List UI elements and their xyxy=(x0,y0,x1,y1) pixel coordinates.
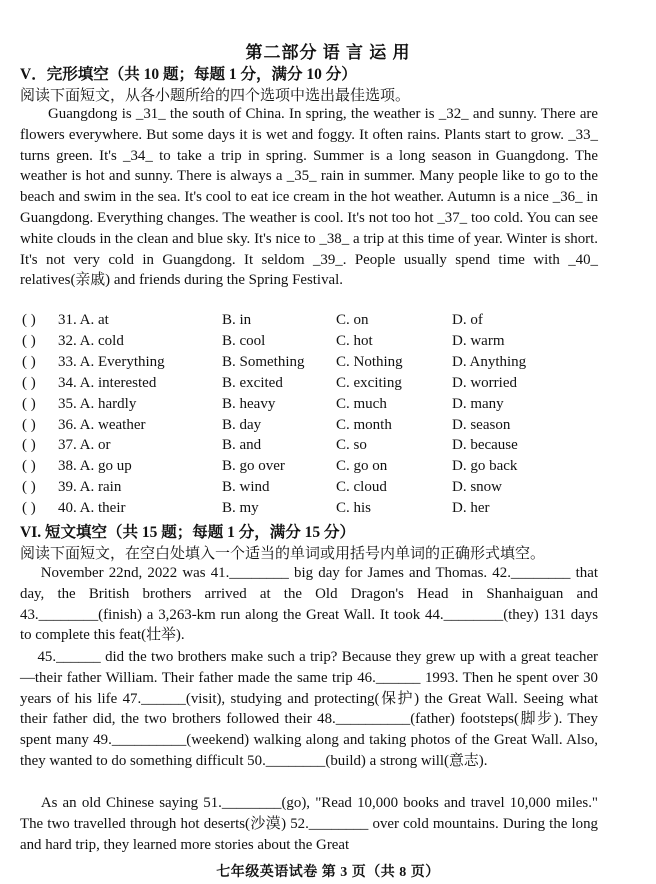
section-5-heading: V．完形填空（共 10 题；每题 1 分，满分 10 分） xyxy=(20,66,357,83)
option-b: B. my xyxy=(222,500,259,517)
fill-in-paragraph-2: 45.______ did the two brothers make such a trip? Because they grew up with a great teacher—their father William. Their father made the same trip 46.______ 1993. Then he spent over 30 years of his life 47.______(visit), studying and protecting(保护) the Great Wall. Seeing what their father did, the two brothers followed their 48.__________(father) footsteps(脚步). They spent many 49.__________(weekend) walking along and taking photos of the Great Wall. Also, they wanted to do something difficult 50.________(build) a strong will(意志). xyxy=(20,649,602,769)
option-c: C. on xyxy=(336,312,369,328)
option-d: D. her xyxy=(452,500,490,517)
answer-paren: ( ) xyxy=(22,437,36,454)
option-b: B. heavy xyxy=(222,395,276,412)
option-a: 35. A. hardly xyxy=(58,395,137,412)
question-row xyxy=(22,479,602,500)
fill-in-paragraph-3: As an old Chinese saying 51.________(go), "Read 10,000 books and travel 10,000 miles." The two travelled through hot deserts(沙漠) 52.________ over cold mountains. During the long and hard trip, they learned more stories about the Great xyxy=(20,795,602,853)
question-row xyxy=(22,437,602,458)
option-b: B. excited xyxy=(222,374,283,391)
answer-paren: ( ) xyxy=(22,312,36,328)
section-5-instruction: 阅读下面短文，从各小题所给的四个选项中选出最佳选项。 xyxy=(20,88,411,104)
option-d: D. go back xyxy=(452,458,518,475)
option-d: D. Anything xyxy=(452,353,527,370)
question-row xyxy=(22,354,602,375)
option-c: C. his xyxy=(336,500,372,517)
option-d: D. of xyxy=(452,312,483,328)
question-row xyxy=(22,458,602,479)
section-6-heading: VI. 短文填空（共 15 题；每题 1 分，满分 15 分） xyxy=(20,524,355,541)
question-row xyxy=(22,500,602,521)
answer-paren: ( ) xyxy=(22,332,36,349)
page-footer: 七年级英语试卷 第 3 页（共 8 页） xyxy=(216,865,440,880)
question-row xyxy=(22,417,602,438)
answer-paren: ( ) xyxy=(22,353,36,370)
option-d: D. season xyxy=(452,416,511,433)
option-d: D. warm xyxy=(452,332,505,349)
answer-paren: ( ) xyxy=(22,500,36,517)
part-title: 第二部分 语 言 运 用 xyxy=(245,43,411,62)
option-c: C. go on xyxy=(336,458,388,475)
option-b: B. in xyxy=(222,312,252,328)
option-b: B. day xyxy=(222,416,262,433)
option-c: C. so xyxy=(336,437,367,454)
option-a: 36. A. weather xyxy=(58,416,146,433)
option-a: 37. A. or xyxy=(58,437,111,454)
option-b: B. Something xyxy=(222,353,305,370)
option-c: C. Nothing xyxy=(336,353,403,370)
option-d: D. worried xyxy=(452,374,517,391)
section-6-instruction: 阅读下面短文，在空白处填入一个适当的单词或用括号内单词的正确形式填空。 xyxy=(20,546,546,562)
option-c: C. month xyxy=(336,416,392,433)
question-row xyxy=(22,396,602,417)
answer-paren: ( ) xyxy=(22,395,36,412)
question-row xyxy=(22,333,602,354)
option-b: B. cool xyxy=(222,332,266,349)
option-a: 40. A. their xyxy=(58,500,126,517)
cloze-passage: Guangdong is _31_ the south of China. In spring, the weather is _32_ and sunny. There are flowers everywhere. But some days it is wet and foggy. It often rains. Plants start to grow. _33_ turns green. It's _34_ to take a trip in spring. Summer is a long season in Guangdong. The weather is hot and sunny. There is always a _35_ rain in summer. Many people like to go to the beach and swim in the sea. It's cool to eat ice cream in the hot weather. Autumn is a nice _36_ in Guangdong. Everything changes. The weather is cool. It's not too hot _37_ too cold. You can see white clouds in the clean and blue sky. It's nice to _38_ a trip at this time of year. Winter is short. It's not very cold in Guangdong. It seldom _39_. People usually spend time with _40_ relatives(亲戚) and friends during the Spring Festival. xyxy=(20,106,602,289)
option-c: C. hot xyxy=(336,332,373,349)
question-row xyxy=(22,312,602,333)
option-d: D. snow xyxy=(452,479,503,496)
option-a: 34. A. interested xyxy=(58,374,157,391)
option-a: 38. A. go up xyxy=(58,458,132,475)
answer-paren: ( ) xyxy=(22,479,36,496)
option-a: 32. A. cold xyxy=(58,332,124,349)
question-row xyxy=(22,375,602,396)
answer-paren: ( ) xyxy=(22,458,36,475)
fill-in-paragraph-1: November 22nd, 2022 was 41.________ big day for James and Thomas. 42.________ that day, the British brothers arrived at the Old Dragon's Head in Shanhaiguan and 43.________(finish) a 3,263-km run along the Great Wall. It took 44.________(they) 131 days to complete this feat(壮举). xyxy=(20,565,602,644)
option-c: C. exciting xyxy=(336,374,402,391)
option-c: C. much xyxy=(336,395,387,412)
option-b: B. wind xyxy=(222,479,270,496)
option-d: D. many xyxy=(452,395,504,412)
option-b: B. and xyxy=(222,437,262,454)
option-a: 33. A. Everything xyxy=(58,353,165,370)
option-a: 31. A. at xyxy=(58,312,109,328)
answer-paren: ( ) xyxy=(22,374,36,391)
option-a: 39. A. rain xyxy=(58,479,122,496)
option-b: B. go over xyxy=(222,458,285,475)
answer-paren: ( ) xyxy=(22,416,36,433)
option-d: D. because xyxy=(452,437,518,454)
option-c: C. cloud xyxy=(336,479,387,496)
